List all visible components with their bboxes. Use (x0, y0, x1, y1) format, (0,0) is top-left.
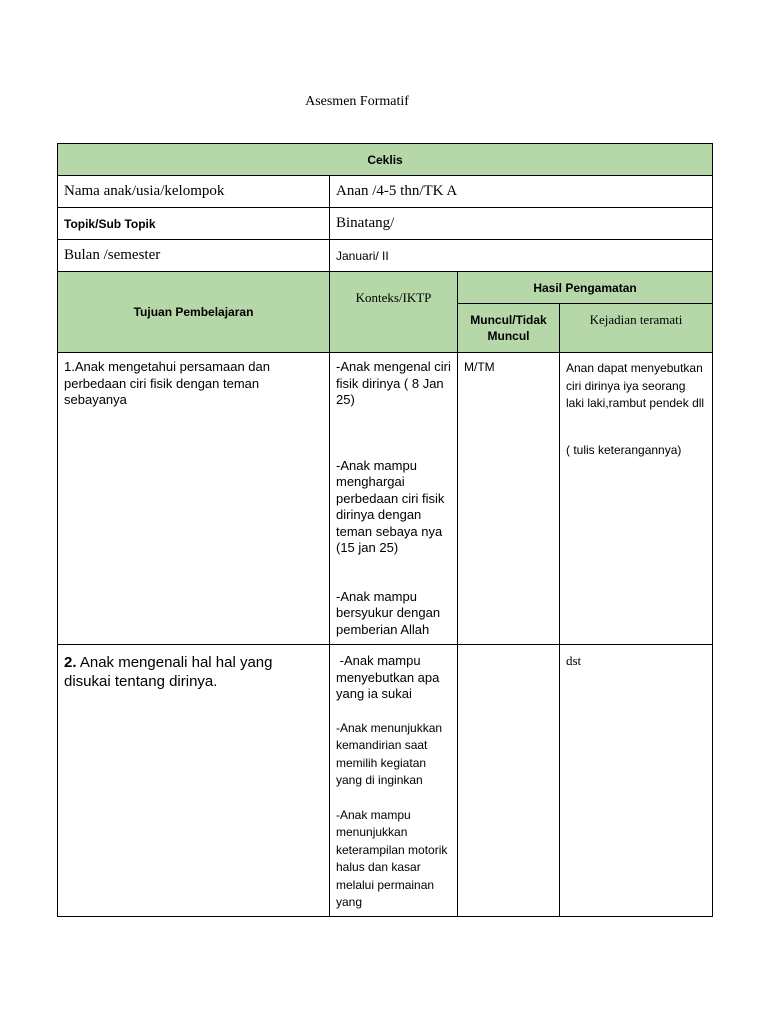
event-cell (560, 645, 713, 917)
context-column-header: Konteks/IKTP (330, 272, 458, 353)
appear-column-header: Muncul/Tidak Muncul (458, 304, 560, 353)
result-column-header: Hasil Pengamatan (458, 272, 713, 304)
appear-cell (458, 645, 560, 917)
context-item: -Anak mengenal ciri fisik dirinya ( 8 Jan 25) (336, 359, 451, 407)
context-item: -Anak mampu bersyukur dengan pemberian Allah (336, 588, 441, 637)
event-item: ( tulis keterangannya) (566, 442, 682, 457)
context-item: -Anak mampu menghargai perbedaan ciri fisik dirinya dengan teman sebaya nya (15 jan 25) (336, 457, 445, 555)
info-row-month (58, 240, 713, 272)
context-item: -Anak menunjukkan kemandirian saat memilih kegiatan yang di inginkan (336, 720, 443, 787)
column-header-row (58, 272, 713, 304)
goal-text: Anak mengenali hal hal yang disukai tentang dirinya. (64, 654, 273, 690)
event-item: Anan dapat menyebutkan ciri dirinya iya seorang laki laki,rambut pendek dll (566, 361, 705, 410)
topic-value: Binatang/ (330, 208, 713, 240)
goal-number: 2. (64, 654, 77, 671)
month-value: Januari/ II (330, 240, 713, 272)
context-cell (330, 645, 458, 917)
table-header-row (58, 144, 713, 176)
assessment-table (57, 143, 713, 917)
name-label: Nama anak/usia/kelompok (58, 176, 330, 208)
goal-column-header: Tujuan Pembelajaran (58, 272, 330, 353)
info-row-name (58, 176, 713, 208)
event-column-header: Kejadian teramati (560, 304, 713, 353)
month-label: Bulan /semester (58, 240, 330, 272)
checklist-header: Ceklis (58, 144, 713, 176)
table-row (58, 645, 713, 917)
goal-cell: 1.Anak mengetahui persamaan dan perbedaan ciri fisik dengan teman sebayanya (58, 353, 330, 645)
info-row-topic (58, 208, 713, 240)
context-item: -Anak mampu menunjukkan keterampilan motorik halus dan kasar melalui permainan yang (336, 807, 448, 909)
appear-cell: M/TM (458, 353, 560, 645)
event-item: dst (566, 653, 582, 668)
table-row (58, 353, 713, 645)
goal-cell (58, 645, 330, 917)
document-title: Asesmen Formatif (305, 94, 409, 109)
topic-label: Topik/Sub Topik (58, 208, 330, 240)
name-value: Anan /4-5 thn/TK A (330, 176, 713, 208)
context-cell (330, 353, 458, 645)
context-item: -Anak mampu menyebutkan apa yang ia sukai (336, 653, 443, 701)
event-cell (560, 353, 713, 645)
